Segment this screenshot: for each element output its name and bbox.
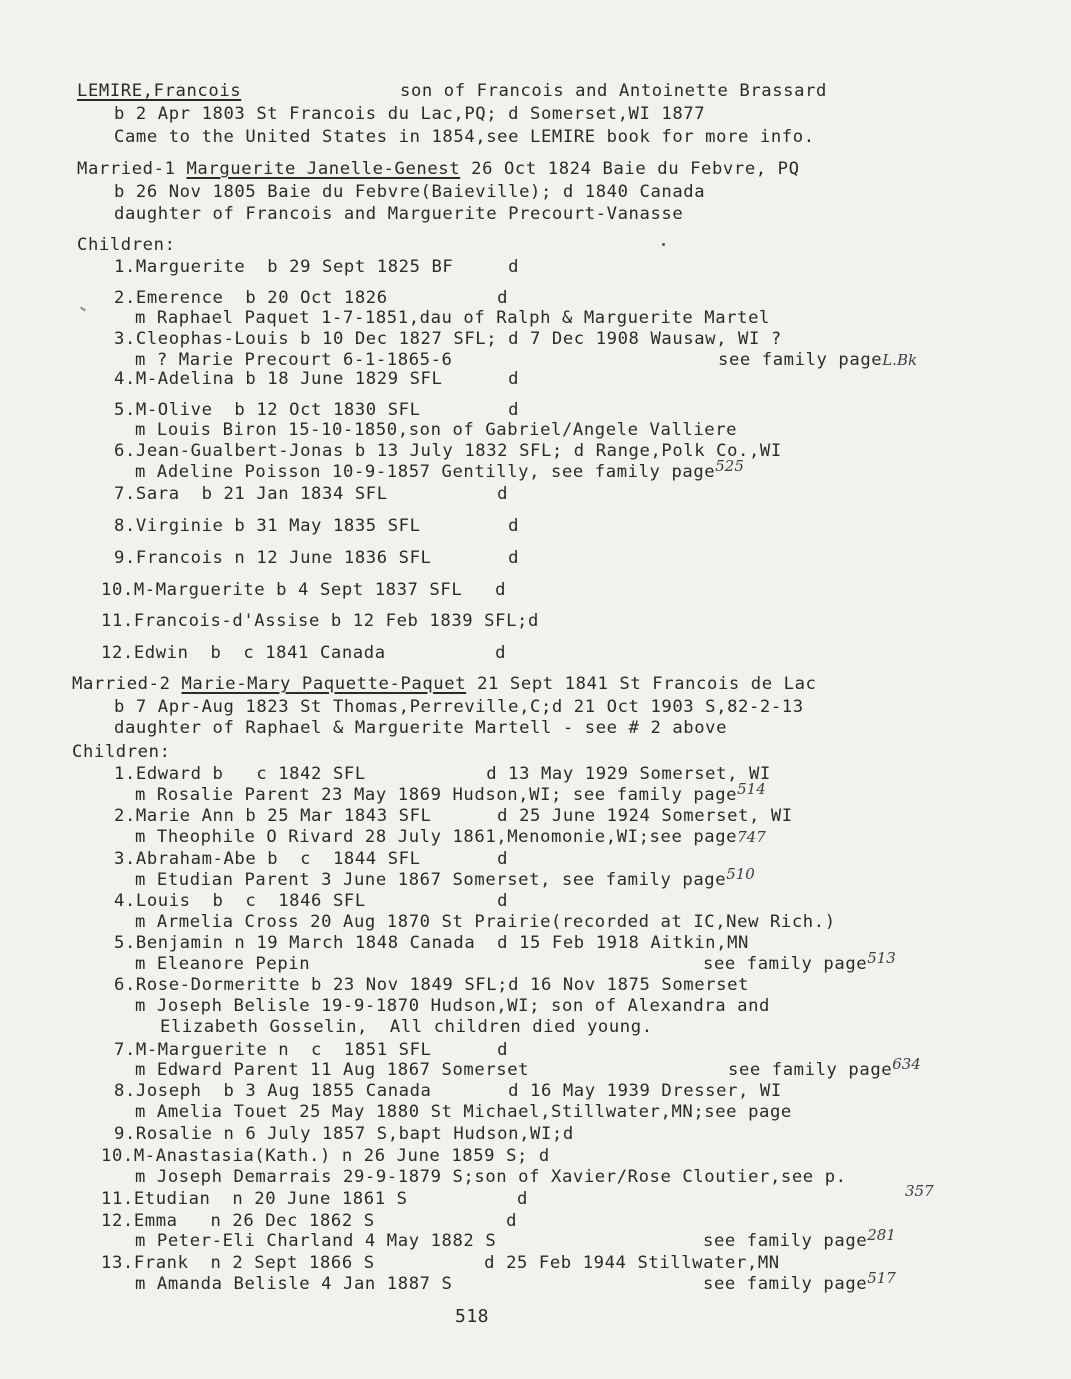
children-2-label: Children: [72,742,171,762]
handwritten-page-ref: 510 [726,865,755,883]
head-name: LEMIRE,Francois [77,81,242,101]
child-2-8: 8.Joseph b 3 Aug 1855 Canada d 16 May 1939 Dresser, WI [114,1081,782,1101]
child-2-2-marriage-text: m Theophile O Rivard 28 July 1861,Menomonie,WI;see page [135,827,738,847]
child-1-5-marriage: m Louis Biron 15-10-1850,son of Gabriel/Angele Valliere [135,420,738,440]
child-2-8-marriage: m Amelia Touet 25 May 1880 St Michael,Stillwater,MN;see page [135,1102,792,1122]
children-1-label: Children: [77,235,176,255]
child-2-7-ref-text: see family page [728,1060,893,1080]
spouse-2-birth: b 7 Apr-Aug 1823 St Thomas,Perreville,C;d 21 Oct 1903 S,82-2-13 [114,697,804,717]
handwritten-page-ref: 357 [905,1182,934,1200]
child-2-4-marriage: m Armelia Cross 20 Aug 1870 St Prairie(recorded at IC,New Rich.) [135,912,836,932]
child-2-1-marriage-text: m Rosalie Parent 23 May 1869 Hudson,WI; see family page [135,785,738,805]
page-number: 518 [455,1306,490,1327]
child-2-5-marriage: m Eleanore Pepin [135,954,311,974]
child-1-3: 3.Cleophas-Louis b 10 Dec 1827 SFL; d 7 Dec 1908 Wausaw, WI ? [114,329,782,349]
child-2-1: 1.Edward b c 1842 SFL d 13 May 1929 Somerset, WI [114,764,771,784]
child-2-3-marriage [135,865,755,891]
stray-mark [662,243,665,246]
child-1-9: 9.Francois n 12 June 1836 SFL d [114,548,520,568]
child-2-13-ref-text: see family page [703,1274,868,1294]
child-1-2-marriage: m Raphael Paquet 1-7-1851,dau of Ralph & Marguerite Martel [135,308,770,328]
handwritten-page-ref: L.Bk [882,351,918,369]
handwritten-page-ref: 514 [737,780,766,798]
family-head-line [77,80,241,102]
spouse-2-parents: daughter of Raphael & Marguerite Martell - see # 2 above [114,718,728,738]
marriage-2-details: 21 Sept 1841 St Francois de Lac [466,674,817,694]
child-2-7: 7.M-Marguerite n c 1851 SFL d [114,1040,509,1060]
child-1-3-ref [718,349,917,371]
marriage-1-line [77,158,800,180]
child-2-12-marriage: m Peter-Eli Charland 4 May 1882 S [135,1231,497,1251]
spouse-1-birth: b 26 Nov 1805 Baie du Febvre(Baieville); d 1840 Canada [114,182,706,202]
child-2-2: 2.Marie Ann b 25 Mar 1843 SFL d 25 June 1924 Somerset, WI [114,806,793,826]
child-1-6: 6.Jean-Gualbert-Jonas b 13 July 1832 SFL; d Range,Polk Co.,WI [114,441,782,461]
child-2-3-marriage-text: m Etudian Parent 3 June 1867 Somerset, see family page [135,870,727,890]
marriage-2-line [72,673,816,695]
child-2-4: 4.Louis b c 1846 SFL d [114,891,509,911]
child-2-6: 6.Rose-Dormeritte b 23 Nov 1849 SFL;d 16 Nov 1875 Somerset [114,975,749,995]
child-1-11: 11.Francois-d'Assise b 12 Feb 1839 SFL;d [101,611,539,631]
marriage-1-details: 26 Oct 1824 Baie du Febvre, PQ [460,159,800,179]
child-1-3-ref-text: see family page [718,350,883,370]
child-2-12: 12.Emma n 26 Dec 1862 S d [101,1211,518,1231]
child-1-6-marriage [135,457,744,483]
marriage-1-prefix: Married-1 [77,159,187,179]
handwritten-page-ref: 517 [867,1269,896,1287]
head-note: Came to the United States in 1854,see LEMIRE book for more info. [114,127,815,147]
child-2-6-marriage: m Joseph Belisle 19-9-1870 Hudson,WI; son of Alexandra and [135,996,770,1016]
child-1-6-marriage-text: m Adeline Poisson 10-9-1857 Gentilly, see family page [135,462,716,482]
marriage-2-spouse: Marie-Mary Paquette-Paquet [181,674,467,694]
head-birth: b 2 Apr 1803 St Francois du Lac,PQ; d Somerset,WI 1877 [114,104,706,124]
child-1-10: 10.M-Marguerite b 4 Sept 1837 SFL d [101,580,507,600]
child-2-10-marriage: m Joseph Demarrais 29-9-1879 S;son of Xavier/Rose Cloutier,see p. [135,1167,847,1187]
child-2-5-ref [703,949,896,975]
child-2-13-marriage: m Amanda Belisle 4 Jan 1887 S [135,1274,453,1294]
handwritten-page-ref: 525 [715,457,744,475]
handwritten-page-ref: 747 [737,828,766,846]
head-parents: son of Francois and Antoinette Brassard [400,81,827,101]
child-2-6-marriage-cont: Elizabeth Gosselin, All children died young. [160,1017,653,1037]
child-2-2-marriage [135,826,766,848]
child-2-3: 3.Abraham-Abe b c 1844 SFL d [114,849,509,869]
child-2-7-ref [728,1055,921,1081]
child-1-8: 8.Virginie b 31 May 1835 SFL d [114,516,520,536]
child-1-3-marriage: m ? Marie Precourt 6-1-1865-6 [135,350,453,370]
child-2-1-marriage [135,780,766,806]
child-1-2: 2.Emerence b 20 Oct 1826 d [114,288,509,308]
marriage-1-spouse: Marguerite Janelle-Genest [186,159,461,179]
child-2-13: 13.Frank n 2 Sept 1866 S d 25 Feb 1944 Stillwater,MN [101,1253,780,1273]
child-2-5: 5.Benjamin n 19 March 1848 Canada d 15 Feb 1918 Aitkin,MN [114,933,749,953]
child-1-5: 5.M-Olive b 12 Oct 1830 SFL d [114,400,520,420]
child-1-4: 4.M-Adelina b 18 June 1829 SFL d [114,369,520,389]
child-2-12-ref [703,1226,896,1252]
child-1-12: 12.Edwin b c 1841 Canada d [101,643,507,663]
spouse-1-parents: daughter of Francois and Marguerite Precourt-Vanasse [114,204,684,224]
child-2-5-ref-text: see family page [703,954,868,974]
child-2-9: 9.Rosalie n 6 July 1857 S,bapt Hudson,WI;d [114,1124,574,1144]
handwritten-page-ref: 634 [892,1055,921,1073]
marriage-2-prefix: Married-2 [72,674,182,694]
child-2-13-ref [703,1269,896,1295]
child-1-7: 7.Sara b 21 Jan 1834 SFL d [114,484,509,504]
handwritten-page-ref: 513 [867,949,896,967]
handwritten-page-ref: 281 [867,1226,896,1244]
stray-mark [80,306,86,311]
child-2-12-ref-text: see family page [703,1231,868,1251]
child-2-11: 11.Etudian n 20 June 1861 S d [101,1189,528,1209]
child-2-7-marriage: m Edward Parent 11 Aug 1867 Somerset [135,1060,530,1080]
child-2-10: 10.M-Anastasia(Kath.) n 26 June 1859 S; d [101,1146,550,1166]
child-1-1: 1.Marguerite b 29 Sept 1825 BF d [114,257,520,277]
